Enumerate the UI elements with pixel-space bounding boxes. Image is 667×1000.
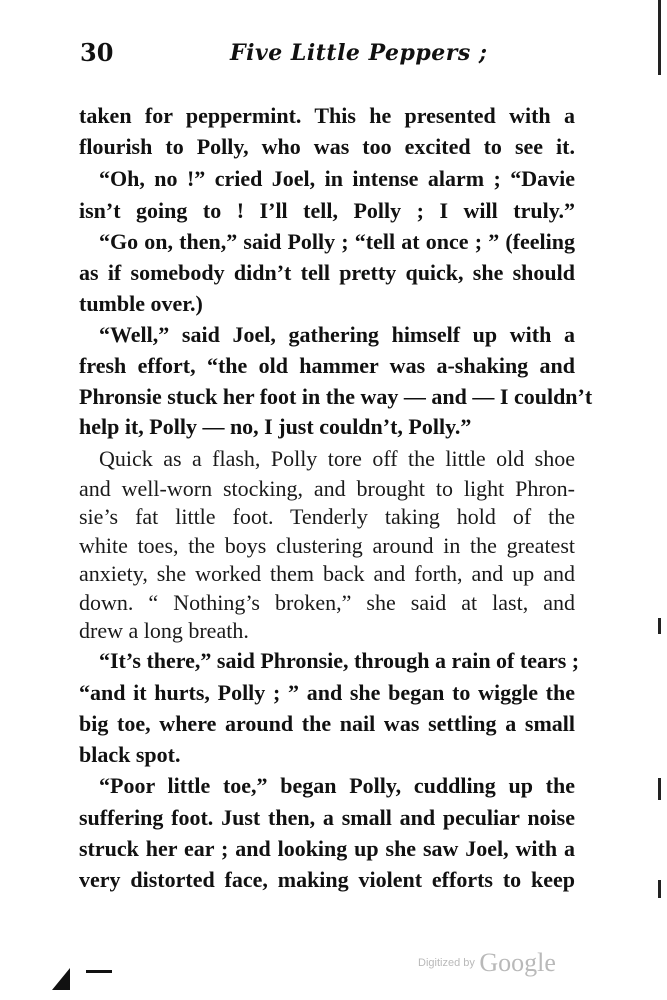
text-line: struck her ear ; and looking up she saw Joel, with a [79,836,575,861]
text-line: sie’s fat little foot. Tenderly taking hold of the [79,504,575,529]
text-line: “It’s there,” said Phronsie, through a rain of tears ; [99,648,580,673]
text-line: and well-worn stocking, and brought to light Phron- [79,476,575,501]
text-line: Phronsie stuck her foot in the way — and — I couldn’t [79,384,593,409]
text-line: black spot. [79,742,181,767]
page-edge-mark [658,618,661,634]
page-edge-mark [658,880,661,898]
scan-corner-dash [86,970,112,973]
page-edge-mark [658,778,661,800]
watermark-prefix: Digitized by [418,957,475,969]
watermark-brand: Google [479,948,556,977]
text-line: flourish to Polly, who was too excited to see it. [79,134,575,159]
text-line: very distorted face, making violent efforts to keep [79,867,575,892]
text-line: help it, Polly — no, I just couldn’t, Polly.” [79,414,472,439]
text-line: drew a long breath. [79,618,249,643]
text-line: suffering foot. Just then, a small and peculiar noise [79,805,575,830]
text-line: Quick as a flash, Polly tore off the little old shoe [99,446,575,471]
text-line: anxiety, she worked them back and forth, and up and [79,561,575,586]
text-line: “Go on, then,” said Polly ; “tell at once ; ” (feeling [99,229,575,254]
text-line: taken for peppermint. This he presented with a [79,103,575,128]
text-line: tumble over.) [79,291,203,316]
text-line: “and it hurts, Polly ; ” and she began to wiggle the [79,680,575,705]
page-edge-mark [658,0,661,75]
text-line: down. “ Nothing’s broken,” she said at last, and [79,590,575,615]
text-line: fresh effort, “the old hammer was a-shaking and [79,353,575,378]
text-line: “Poor little toe,” began Polly, cuddling up the [99,773,575,798]
text-line: “Oh, no !” cried Joel, in intense alarm ; “Davie [99,166,575,191]
text-line: isn’t going to ! I’ll tell, Polly ; I will truly.” [79,198,575,223]
text-line: as if somebody didn’t tell pretty quick, she should [79,260,575,285]
text-line: big toe, where around the nail was settling a small [79,711,575,736]
digitized-watermark [418,948,556,978]
page-number: 30 [80,38,114,67]
scan-corner-mark [52,968,70,990]
running-head: Five Little Peppers ; [230,40,488,66]
text-line: “Well,” said Joel, gathering himself up with a [99,322,575,347]
text-line: white toes, the boys clustering around in the greatest [79,533,575,558]
